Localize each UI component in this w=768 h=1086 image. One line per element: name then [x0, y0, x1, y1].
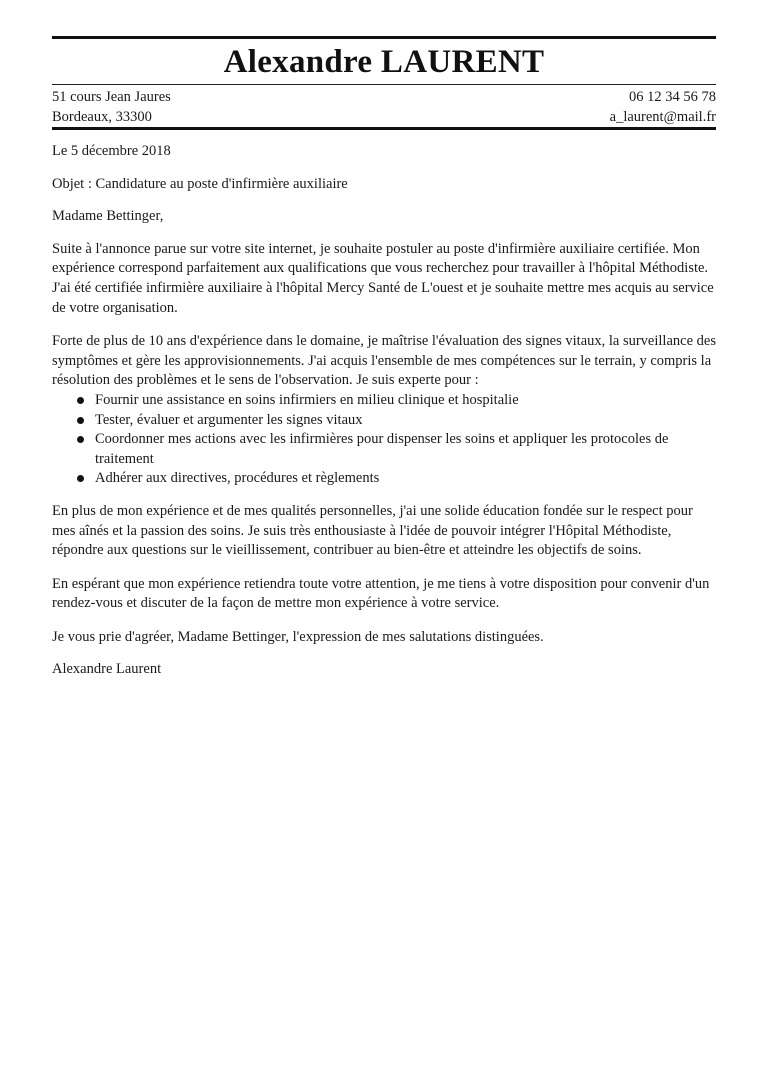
bullet-icon	[77, 436, 84, 443]
paragraph-experience: Forte de plus de 10 ans d'expérience dans le domaine, je maîtrise l'évaluation des signes vitaux, la surveillance des symptômes et gère les approvisionnements. J'ai acquis l'ensemble de mes compétences sur le terrain, y compris la résolution des problèmes et le sens de l'observation. Je suis experte pour :	[52, 333, 716, 389]
header-top-rule	[52, 36, 716, 39]
list-item-text: Fournir une assistance en soins infirmiers en milieu clinique et hospitalie	[95, 391, 519, 408]
letter-salutation: Madame Bettinger,	[52, 208, 164, 225]
paragraph-availability: En espérant que mon expérience retiendra toute votre attention, je me tiens à votre disposition pour convenir d'un rendez-vous et discuter de la façon de mettre mon expérience à votre service.	[52, 575, 710, 612]
list-item	[52, 430, 718, 469]
address-line-2: Bordeaux, 33300	[52, 108, 152, 125]
paragraph-intro: Suite à l'annonce parue sur votre site internet, je souhaite postuler au poste d'infirmière auxiliaire certifiée. Mon expérience correspond parfaitement aux qualifications que vous recherchez pour travailler à l'hôpital Méthodiste. J'ai été certifiée infirmière auxiliaire à l'hôpital Mercy Santé de L'ouest et je souhaite mettre mes acquis au service de votre organisation.	[52, 240, 714, 316]
list-item	[52, 469, 718, 489]
letter-signature: Alexandre Laurent	[52, 661, 162, 678]
letter-subject: Objet : Candidature au poste d'infirmière auxiliaire	[52, 175, 348, 192]
list-item	[52, 411, 718, 431]
list-item-text: Adhérer aux directives, procédures et règlements	[95, 470, 380, 487]
contact-row-1	[52, 88, 716, 108]
letter-closing: Je vous prie d'agréer, Madame Bettinger, l'expression de mes salutations distinguées.	[52, 628, 544, 645]
list-item-text: Coordonner mes actions avec les infirmières pour dispenser les soins et appliquer les protocoles de traitement	[95, 431, 669, 467]
sender-name: Alexandre LAURENT	[223, 44, 545, 80]
skills-list	[52, 391, 718, 489]
phone-number: 06 12 34 56 78	[629, 89, 716, 105]
email-address[interactable]: a_laurent@mail.fr	[609, 108, 716, 125]
bullet-icon	[77, 397, 84, 404]
letter-body	[52, 142, 718, 680]
list-item	[52, 391, 718, 411]
list-item-text: Tester, évaluer et argumenter les signes vitaux	[95, 411, 363, 428]
paragraph-qualities: En plus de mon expérience et de mes qualités personnelles, j'ai une solide éducation fondée sur le respect pour mes aînés et la passion des soins. Je suis très enthousiaste à l'idée de pouvoir intégrer l'Hôpital Méthodiste, répondre aux questions sur le vieillissement, contribuer au bien-être et atteindre les objectifs de soins.	[52, 502, 693, 559]
contact-block	[52, 88, 716, 127]
contact-row-2	[52, 108, 716, 128]
header-middle-rule	[52, 84, 716, 85]
header-bottom-rule	[52, 127, 716, 130]
address-line-1: 51 cours Jean Jaures	[52, 89, 171, 105]
bullet-icon	[77, 417, 84, 424]
bullet-icon	[77, 475, 84, 482]
letter-date: Le 5 décembre 2018	[52, 143, 171, 159]
